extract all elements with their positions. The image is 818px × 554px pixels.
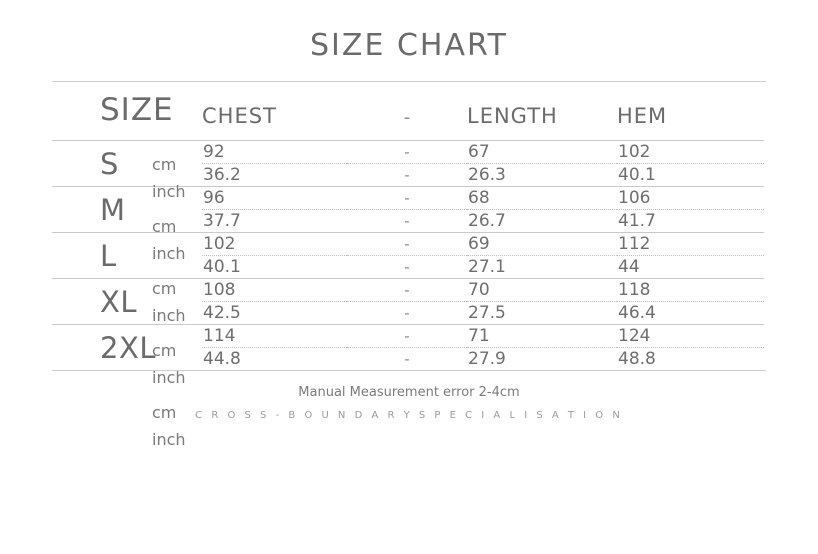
cell-chest-inch: 42.5 bbox=[203, 303, 241, 323]
cell-hem-cm: 112 bbox=[618, 234, 651, 254]
cell-length-inch: 27.9 bbox=[468, 349, 506, 369]
unit-label-inch-s: inch bbox=[152, 182, 186, 201]
cell-dash-cm: - bbox=[404, 189, 410, 207]
cell-chest-cm: 92 bbox=[203, 142, 225, 162]
cell-length-inch: 27.1 bbox=[468, 257, 506, 277]
cell-hem-cm: 124 bbox=[618, 326, 651, 346]
cell-hem-inch: 41.7 bbox=[618, 211, 656, 231]
cell-dash-inch: - bbox=[404, 212, 410, 230]
measurement-note: Manual Measurement error 2-4cm bbox=[298, 385, 520, 400]
cell-length-cm: 70 bbox=[468, 280, 490, 300]
cell-dash-cm: - bbox=[404, 281, 410, 299]
row-size-label: L bbox=[100, 238, 117, 273]
unit-label-cm-xl: cm bbox=[152, 341, 177, 360]
table-header-row bbox=[52, 82, 764, 140]
cell-length-cm: 71 bbox=[468, 326, 490, 346]
cell-length-cm: 67 bbox=[468, 142, 490, 162]
header-hem: HEM bbox=[617, 104, 668, 128]
unit-label-cm-l: cm bbox=[152, 279, 177, 298]
cell-dash-inch: - bbox=[404, 258, 410, 276]
cell-chest-cm: 96 bbox=[203, 188, 225, 208]
unit-label-inch-2xl: inch bbox=[152, 430, 186, 449]
cell-chest-cm: 114 bbox=[203, 326, 236, 346]
cell-hem-inch: 44 bbox=[618, 257, 640, 277]
header-dash: - bbox=[403, 107, 411, 128]
cell-chest-inch: 44.8 bbox=[203, 349, 241, 369]
cell-dash-cm: - bbox=[404, 327, 410, 345]
cell-hem-inch: 48.8 bbox=[618, 349, 656, 369]
cell-chest-cm: 108 bbox=[203, 280, 236, 300]
cell-chest-inch: 37.7 bbox=[203, 211, 241, 231]
cell-chest-cm: 102 bbox=[203, 234, 236, 254]
cell-dash-cm: - bbox=[404, 235, 410, 253]
unit-label-inch-m: inch bbox=[152, 244, 186, 263]
cell-length-cm: 69 bbox=[468, 234, 490, 254]
cell-dash-inch: - bbox=[404, 304, 410, 322]
cell-length-cm: 68 bbox=[468, 188, 490, 208]
cell-length-inch: 26.3 bbox=[468, 165, 506, 185]
header-size: SIZE bbox=[100, 92, 174, 128]
cell-hem-cm: 118 bbox=[618, 280, 651, 300]
cell-hem-inch: 40.1 bbox=[618, 165, 656, 185]
cell-hem-cm: 102 bbox=[618, 142, 651, 162]
cell-length-inch: 27.5 bbox=[468, 303, 506, 323]
unit-label-cm-m: cm bbox=[152, 217, 177, 236]
header-chest: CHEST bbox=[202, 104, 277, 128]
unit-label-inch-xl: inch bbox=[152, 368, 186, 387]
brand-tagline: C R O S S - B O U N D A R Y S P E C I A L I S A T I O N bbox=[195, 410, 623, 421]
cell-dash-inch: - bbox=[404, 166, 410, 184]
cell-dash-inch: - bbox=[404, 350, 410, 368]
row-size-label: 2XL bbox=[100, 330, 156, 365]
cell-chest-inch: 36.2 bbox=[203, 165, 241, 185]
unit-label-cm-s: cm bbox=[152, 155, 177, 174]
cell-dash-cm: - bbox=[404, 143, 410, 161]
row-size-label: S bbox=[100, 146, 119, 181]
page-title: SIZE CHART bbox=[310, 28, 508, 63]
cell-hem-inch: 46.4 bbox=[618, 303, 656, 323]
unit-label-cm-2xl: cm bbox=[152, 403, 177, 422]
cell-hem-cm: 106 bbox=[618, 188, 651, 208]
row-size-label: M bbox=[100, 192, 126, 227]
row-size-label: XL bbox=[100, 284, 138, 319]
cell-length-inch: 26.7 bbox=[468, 211, 506, 231]
unit-label-inch-l: inch bbox=[152, 306, 186, 325]
header-length: LENGTH bbox=[467, 104, 558, 128]
cell-chest-inch: 40.1 bbox=[203, 257, 241, 277]
